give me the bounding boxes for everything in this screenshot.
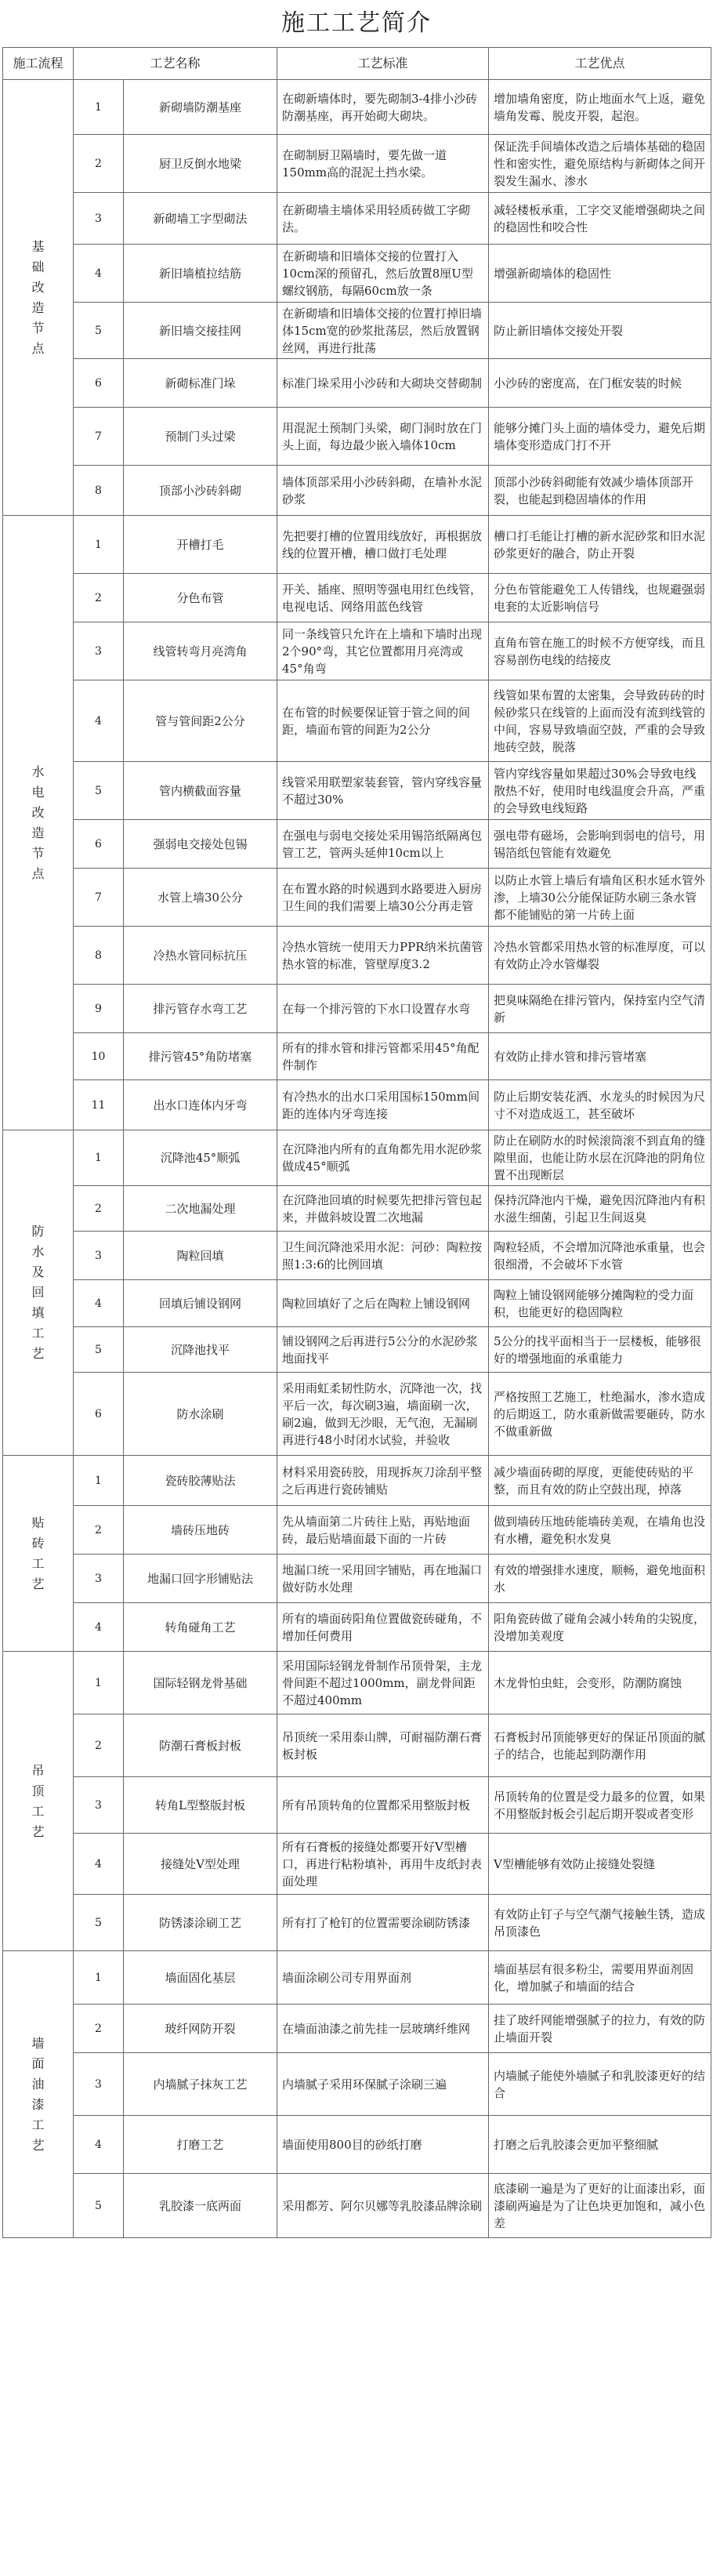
table-row [3,1506,711,1555]
craft-name: 管与管间距2公分 [124,680,277,762]
craft-advantage: 冷热水管都采用热水管的标准厚度，可以有效防止冷水管爆裂 [489,927,711,985]
craft-advantage: 墙面基层有很多粉尘，需要用界面剂固化，增加腻子和墙面的结合 [489,1951,711,2005]
craft-advantage: 以防止水管上墙后有墙角区积水延水管外渗，上墙30公分能保证防水刷三条水管都不能铺贴的第一片砖上面 [489,869,711,927]
craft-standard: 采用都芳、阿尔贝娜等乳胶漆品牌涂刷 [277,2174,489,2238]
craft-advantage: 石膏板封吊顶能够更好的保证吊顶面的腻子的结合，也能起到防潮作用 [489,1714,711,1777]
section-label-text: 水电改造节点 [31,764,45,881]
table-row [3,466,711,516]
table-row [3,622,711,680]
table-row [3,2005,711,2053]
craft-advantage: 槽口打毛能让打槽的新水泥砂浆和旧水泥砂浆更好的融合，防止开裂 [489,516,711,574]
craft-standard: 陶粒回填好了之后在陶粒上铺设钢网 [277,1280,489,1327]
craft-name: 分色布管 [124,574,277,622]
craft-standard: 卫生间沉降池采用水泥：河砂：陶粒按照1:3:6的比例回填 [277,1232,489,1280]
craft-advantage: 减轻楼板承重，工字交叉能增强砌块之间的稳固性和咬合性 [489,193,711,245]
table-row [3,135,711,193]
row-number: 5 [74,762,124,820]
row-number: 5 [74,1895,124,1951]
craft-standard: 所有的墙面砖阳角位置做瓷砖碰角，不增加任何费用 [277,1603,489,1652]
table-row [3,1130,711,1186]
craft-name: 墙砖压地砖 [124,1506,277,1555]
craft-standard: 在每一个排污管的下水口设置存水弯 [277,985,489,1033]
craft-name: 顶部小沙砖斜砌 [124,466,277,516]
craft-advantage: 保证洗手间墙体改造之后墙体基础的稳固性和密实性，避免原结构与新砌体之间开裂发生漏水、渗水 [489,135,711,193]
craft-advantage: 顶部小沙砖斜砌能有效减少墙体顶部开裂，也能起到稳固墙体的作用 [489,466,711,516]
craft-advantage: 直角布管在施工的时候不方便穿线，而且容易剖伤电线的结接皮 [489,622,711,680]
row-number: 4 [74,680,124,762]
craft-name: 预制门头过梁 [124,408,277,466]
craft-name: 接缝处V型处理 [124,1834,277,1895]
header-standard: 工艺标准 [277,48,489,80]
craft-name: 内墙腻子抹灰工艺 [124,2053,277,2116]
section-label-text: 基础改造节点 [31,238,45,356]
row-number: 5 [74,1327,124,1373]
row-number: 2 [74,574,124,622]
craft-name: 转角碰角工艺 [124,1603,277,1652]
craft-name: 玻纤网防开裂 [124,2005,277,2053]
craft-advantage: 防止在刷防水的时候滚筒滚不到直角的缝隙里面，也能让防水层在沉降池的阴角位置不出现断层 [489,1130,711,1186]
craft-name: 厨卫反倒水地梁 [124,135,277,193]
section-label-text: 墙面油漆工艺 [31,2035,45,2153]
row-number: 4 [74,2116,124,2174]
table-row [3,1555,711,1603]
row-number: 8 [74,927,124,985]
craft-advantage: 陶粒上铺设钢网能够分摊陶粒的受力面积，也能更好的稳固陶粒 [489,1280,711,1327]
craft-name: 新旧墙交接挂网 [124,303,277,359]
table-row [3,762,711,820]
table-row [3,303,711,359]
header-advantage: 工艺优点 [489,48,711,80]
craft-name: 线管转弯月亮湾角 [124,622,277,680]
table-row [3,193,711,245]
craft-name: 新旧墙植拉结筋 [124,245,277,303]
craft-advantage: 有效的增强排水速度，顺畅，避免地面积水 [489,1555,711,1603]
craft-standard: 在新砌墙和旧墙体交接的位置打掉旧墙体15cm宽的砂浆批荡层，然后放置钢丝网，再进行批荡 [277,303,489,359]
craft-standard: 材料采用瓷砖胶，用现拆灰刀涂刮平整之后再进行瓷砖铺贴 [277,1456,489,1506]
table-row [3,680,711,762]
craft-standard: 墙面涂刷公司专用界面剂 [277,1951,489,2005]
section-label [3,1130,74,1456]
table-row [3,1951,711,2005]
craft-standard: 有冷热水的出水口采用国标150mm间距的连体内牙弯连接 [277,1080,489,1130]
page-title: 施工工艺简介 [281,9,432,37]
craft-advantage: 底漆刷一遍是为了更好的让面漆出彩，面漆刷两遍是为了让色块更加饱和，减小色差 [489,2174,711,2238]
craft-name: 防水涂刷 [124,1373,277,1456]
craft-standard: 采用雨虹柔韧性防水，沉降池一次，找平后一次，每次刷3遍，墙面刷一次，刷2遍，做到无沙眼，无气泡，无漏刷再进行48小时闭水试验，并验收 [277,1373,489,1456]
table-row [3,985,711,1033]
section-label [3,1652,74,1951]
craft-advantage: 管内穿线容量如果超过30%会导致电线散热不好，使用时电线温度会升高，严重的会导致电线短路 [489,762,711,820]
craft-advantage: 线管如果布置的太密集，会导致砖砖的时候砂浆只在线管的上面而没有流到线管的中间，容易导致墙面空鼓，严重的会导致地砖空鼓，脱落 [489,680,711,762]
section-label-text: 防水及回填工艺 [31,1224,45,1361]
craft-standard: 标准门垛采用小沙砖和大砌块交替砌制 [277,359,489,408]
craft-name: 瓷砖胶薄贴法 [124,1456,277,1506]
craft-standard: 在砌新墙体时，要先砌制3-4排小沙砖防潮基座，再开始砌大砌块。 [277,80,489,135]
craft-name: 防潮石膏板封板 [124,1714,277,1777]
table-row [3,1373,711,1456]
row-number: 6 [74,359,124,408]
row-number: 4 [74,1603,124,1652]
table-row [3,869,711,927]
craft-name: 排污管存水弯工艺 [124,985,277,1033]
craft-name: 新砌墙防潮基座 [124,80,277,135]
craft-advantage: 小沙砖的密度高，在门框安装的时候 [489,359,711,408]
table-row [3,1033,711,1080]
row-number: 1 [74,516,124,574]
craft-standard: 采用国际轻钢龙骨制作吊顶骨架，主龙骨间距不超过1000mm，副龙骨间距不超过400mm [277,1652,489,1714]
row-number: 7 [74,408,124,466]
craft-advantage: 挂了玻纤网能增强腻子的拉力，有效的防止墙面开裂 [489,2005,711,2053]
header-process: 施工流程 [3,48,74,80]
craft-standard: 在新砌墙主墙体采用轻质砖做工字砌法。 [277,193,489,245]
row-number: 5 [74,303,124,359]
table-row [3,2053,711,2116]
section-label [3,1456,74,1652]
craft-name: 乳胶漆一底两面 [124,2174,277,2238]
craft-advantage: V型槽能够有效防止接缝处裂缝 [489,1834,711,1895]
craft-advantage: 有效防止排水管和排污管堵塞 [489,1033,711,1080]
craft-standard: 在布置水路的时候遇到水路要进入厨房卫生间的我们需要上墙30公分再走管 [277,869,489,927]
craft-advantage: 防止新旧墙体交接处开裂 [489,303,711,359]
craft-standard: 同一条线管只允许在上墙和下墙时出现2个90°弯，其它位置都用月亮湾或45°角弯 [277,622,489,680]
table-row [3,408,711,466]
craft-standard: 所有石膏板的接缝处都要开好V型槽口，再进行粘粉填补，再用牛皮纸封表面处理 [277,1834,489,1895]
row-number: 2 [74,1506,124,1555]
craft-standard: 在沉降池内所有的直角都先用水泥砂浆做成45°顺弧 [277,1130,489,1186]
craft-standard: 墙面使用800目的砂纸打磨 [277,2116,489,2174]
craft-advantage: 保持沉降池内干燥，避免因沉降池内有积水滋生细菌，引起卫生间返臭 [489,1186,711,1232]
craft-name: 沉降池45°顺弧 [124,1130,277,1186]
craft-name: 墙面固化基层 [124,1951,277,2005]
row-number: 3 [74,1777,124,1834]
craft-standard: 内墙腻子采用环保腻子涂刷三遍 [277,2053,489,2116]
table-row [3,820,711,869]
craft-standard: 用混泥土预制门头梁，砌门洞时放在门头上面，每边最少嵌入墙体10cm [277,408,489,466]
craft-advantage: 有效防止钉子与空气潮气接触生锈，造成吊顶漆色 [489,1895,711,1951]
craft-standard: 开关、插座、照明等强电用红色线管，电视电话、网络用蓝色线管 [277,574,489,622]
craft-advantage: 做到墙砖压地砖能墙砖美观，在墙角也没有水槽，避免积水发臭 [489,1506,711,1555]
craft-name: 强弱电交接处包锡 [124,820,277,869]
row-number: 2 [74,1186,124,1232]
table-row [3,1456,711,1506]
craft-name: 开槽打毛 [124,516,277,574]
table-row [3,927,711,985]
craft-advantage: 打磨之后乳胶漆会更加平整细腻 [489,2116,711,2174]
craft-advantage: 内墙腻子能使外墙腻子和乳胶漆更好的结合 [489,2053,711,2116]
row-number: 1 [74,80,124,135]
craft-standard: 所有吊顶转角的位置都采用整版封板 [277,1777,489,1834]
table-row [3,359,711,408]
row-number: 4 [74,245,124,303]
craft-standard: 在布管的时候要保证管于管之间的间距，墙面布管的间距为2公分 [277,680,489,762]
craft-name: 地漏口回字形铺贴法 [124,1555,277,1603]
table-row [3,2174,711,2238]
table-row [3,1280,711,1327]
table-row [3,1652,711,1714]
table-row [3,80,711,135]
header-name: 工艺名称 [74,48,277,80]
row-number: 6 [74,820,124,869]
table-row [3,574,711,622]
craft-standard: 在墙面油漆之前先挂一层玻璃纤维网 [277,2005,489,2053]
craft-standard: 冷热水管统一使用天力PPR纳米抗菌管热水管的标准，管壁厚度3.2 [277,927,489,985]
craft-standard: 吊顶统一采用泰山牌，可耐福防潮石膏板封板 [277,1714,489,1777]
table-row [3,1232,711,1280]
craft-name: 转角L型整版封板 [124,1777,277,1834]
row-number: 4 [74,1280,124,1327]
craft-name: 沉降池找平 [124,1327,277,1373]
table-row [3,1777,711,1834]
craft-advantage: 增加墙角密度，防止地面水气上返，避免墙角发霉、脱皮开裂，起泡。 [489,80,711,135]
craft-name: 出水口连体内牙弯 [124,1080,277,1130]
table-row [3,245,711,303]
craft-advantage: 5公分的找平面相当于一层楼板，能够很好的增强地面的承重能力 [489,1327,711,1373]
craft-standard: 所有打了枪钉的位置需要涂刷防锈漆 [277,1895,489,1951]
row-number: 3 [74,2053,124,2116]
craft-name: 新砌墙工字型砌法 [124,193,277,245]
craft-advantage: 严格按照工艺施工，杜绝漏水，渗水造成的后期返工，防水重新做需要砸砖，防水不做重新做 [489,1373,711,1456]
craft-name: 陶粒回填 [124,1232,277,1280]
craft-standard: 先从墙面第二片砖往上贴，再贴地面砖，最后贴墙面最下面的一片砖 [277,1506,489,1555]
table-row [3,1186,711,1232]
craft-name: 打磨工艺 [124,2116,277,2174]
row-number: 7 [74,869,124,927]
section-label-text: 吊顶工艺 [31,1762,45,1839]
row-number: 8 [74,466,124,516]
row-number: 3 [74,622,124,680]
section-label [3,1951,74,2238]
row-number: 2 [74,135,124,193]
craft-name: 防锈漆涂刷工艺 [124,1895,277,1951]
table-row [3,2116,711,2174]
craft-standard: 铺设钢网之后再进行5公分的水泥砂浆地面找平 [277,1327,489,1373]
table-row [3,1895,711,1951]
row-number: 10 [74,1033,124,1080]
row-number: 1 [74,1130,124,1186]
row-number: 1 [74,1456,124,1506]
craft-standard: 墙体顶部采用小沙砖斜砌，在墙补水泥砂浆 [277,466,489,516]
row-number: 11 [74,1080,124,1130]
table-row [3,1327,711,1373]
craft-advantage: 强电带有磁场，会影响到弱电的信号，用锡箔纸包管能有效避免 [489,820,711,869]
section-label-text: 贴砖工艺 [31,1515,45,1591]
row-number: 3 [74,1555,124,1603]
craft-standard: 线管采用联塑家装套管，管内穿线容量不超过30% [277,762,489,820]
table-row [3,1834,711,1895]
craft-standard: 在强电与弱电交接处采用锡箔纸隔离包管工艺，管两头延伸10cm以上 [277,820,489,869]
row-number: 9 [74,985,124,1033]
craft-advantage: 木龙骨怕虫蛀，会变形，防潮防腐蚀 [489,1652,711,1714]
craft-standard: 先把要打槽的位置用线放好，再根据放线的位置开槽，槽口做打毛处理 [277,516,489,574]
row-number: 1 [74,1652,124,1714]
craft-advantage: 陶粒轻质，不会增加沉降池承重量，也会很细滑，不会破坏下水管 [489,1232,711,1280]
craft-advantage: 防止后期安装花洒、水龙头的时候因为尺寸不对造成返工，甚至破坏 [489,1080,711,1130]
craft-standard: 所有的排水管和排污管都采用45°角配件制作 [277,1033,489,1080]
craft-standard: 地漏口统一采用回字铺贴，再在地漏口做好防水处理 [277,1555,489,1603]
craft-name: 国际轻钢龙骨基础 [124,1652,277,1714]
table-header-row [3,48,711,80]
row-number: 1 [74,1951,124,2005]
table-body [3,80,711,2238]
section-label [3,516,74,1130]
craft-name: 回填后铺设钢网 [124,1280,277,1327]
craft-name: 新砌标准门垛 [124,359,277,408]
craft-name: 排污管45°角防堵塞 [124,1033,277,1080]
craft-standard: 在砌制厨卫隔墙时，要先做一道150mm高的混泥土挡水梁。 [277,135,489,193]
craft-name: 管内横截面容量 [124,762,277,820]
craft-advantage: 减少墙面砖砌的厚度，更能使砖贴的平整，而且有效的防止空鼓出现，掉落 [489,1456,711,1506]
row-number: 4 [74,1834,124,1895]
process-table [2,47,711,2238]
table-row [3,1080,711,1130]
craft-standard: 在沉降池回填的时候要先把排污管包起来，并做斜坡设置二次地漏 [277,1186,489,1232]
craft-advantage: 吊顶转角的位置是受力最多的位置，如果不用整版封板会引起后期开裂或者变形 [489,1777,711,1834]
section-label [3,80,74,516]
craft-advantage: 把臭味隔绝在排污管内，保持室内空气清新 [489,985,711,1033]
craft-advantage: 能够分摊门头上面的墙体受力，避免后期墙体变形造成门打不开 [489,408,711,466]
craft-standard: 在新砌墙和旧墙体交接的位置打入10cm深的预留孔，然后放置8厘U型螺纹钢筋，每隔60cm放一条 [277,245,489,303]
row-number: 2 [74,1714,124,1777]
row-number: 5 [74,2174,124,2238]
craft-advantage: 增强新砌墙体的稳固性 [489,245,711,303]
table-row [3,516,711,574]
table-row [3,1603,711,1652]
craft-name: 水管上墙30公分 [124,869,277,927]
craft-advantage: 阳角瓷砖做了碰角会减小转角的尖锐度，没增加美观度 [489,1603,711,1652]
craft-advantage: 分色布管能避免工人传错线，也规避强弱电套的太近影响信号 [489,574,711,622]
row-number: 3 [74,193,124,245]
craft-name: 二次地漏处理 [124,1186,277,1232]
row-number: 3 [74,1232,124,1280]
table-row [3,1714,711,1777]
craft-name: 冷热水管同标抗压 [124,927,277,985]
row-number: 6 [74,1373,124,1456]
row-number: 2 [74,2005,124,2053]
